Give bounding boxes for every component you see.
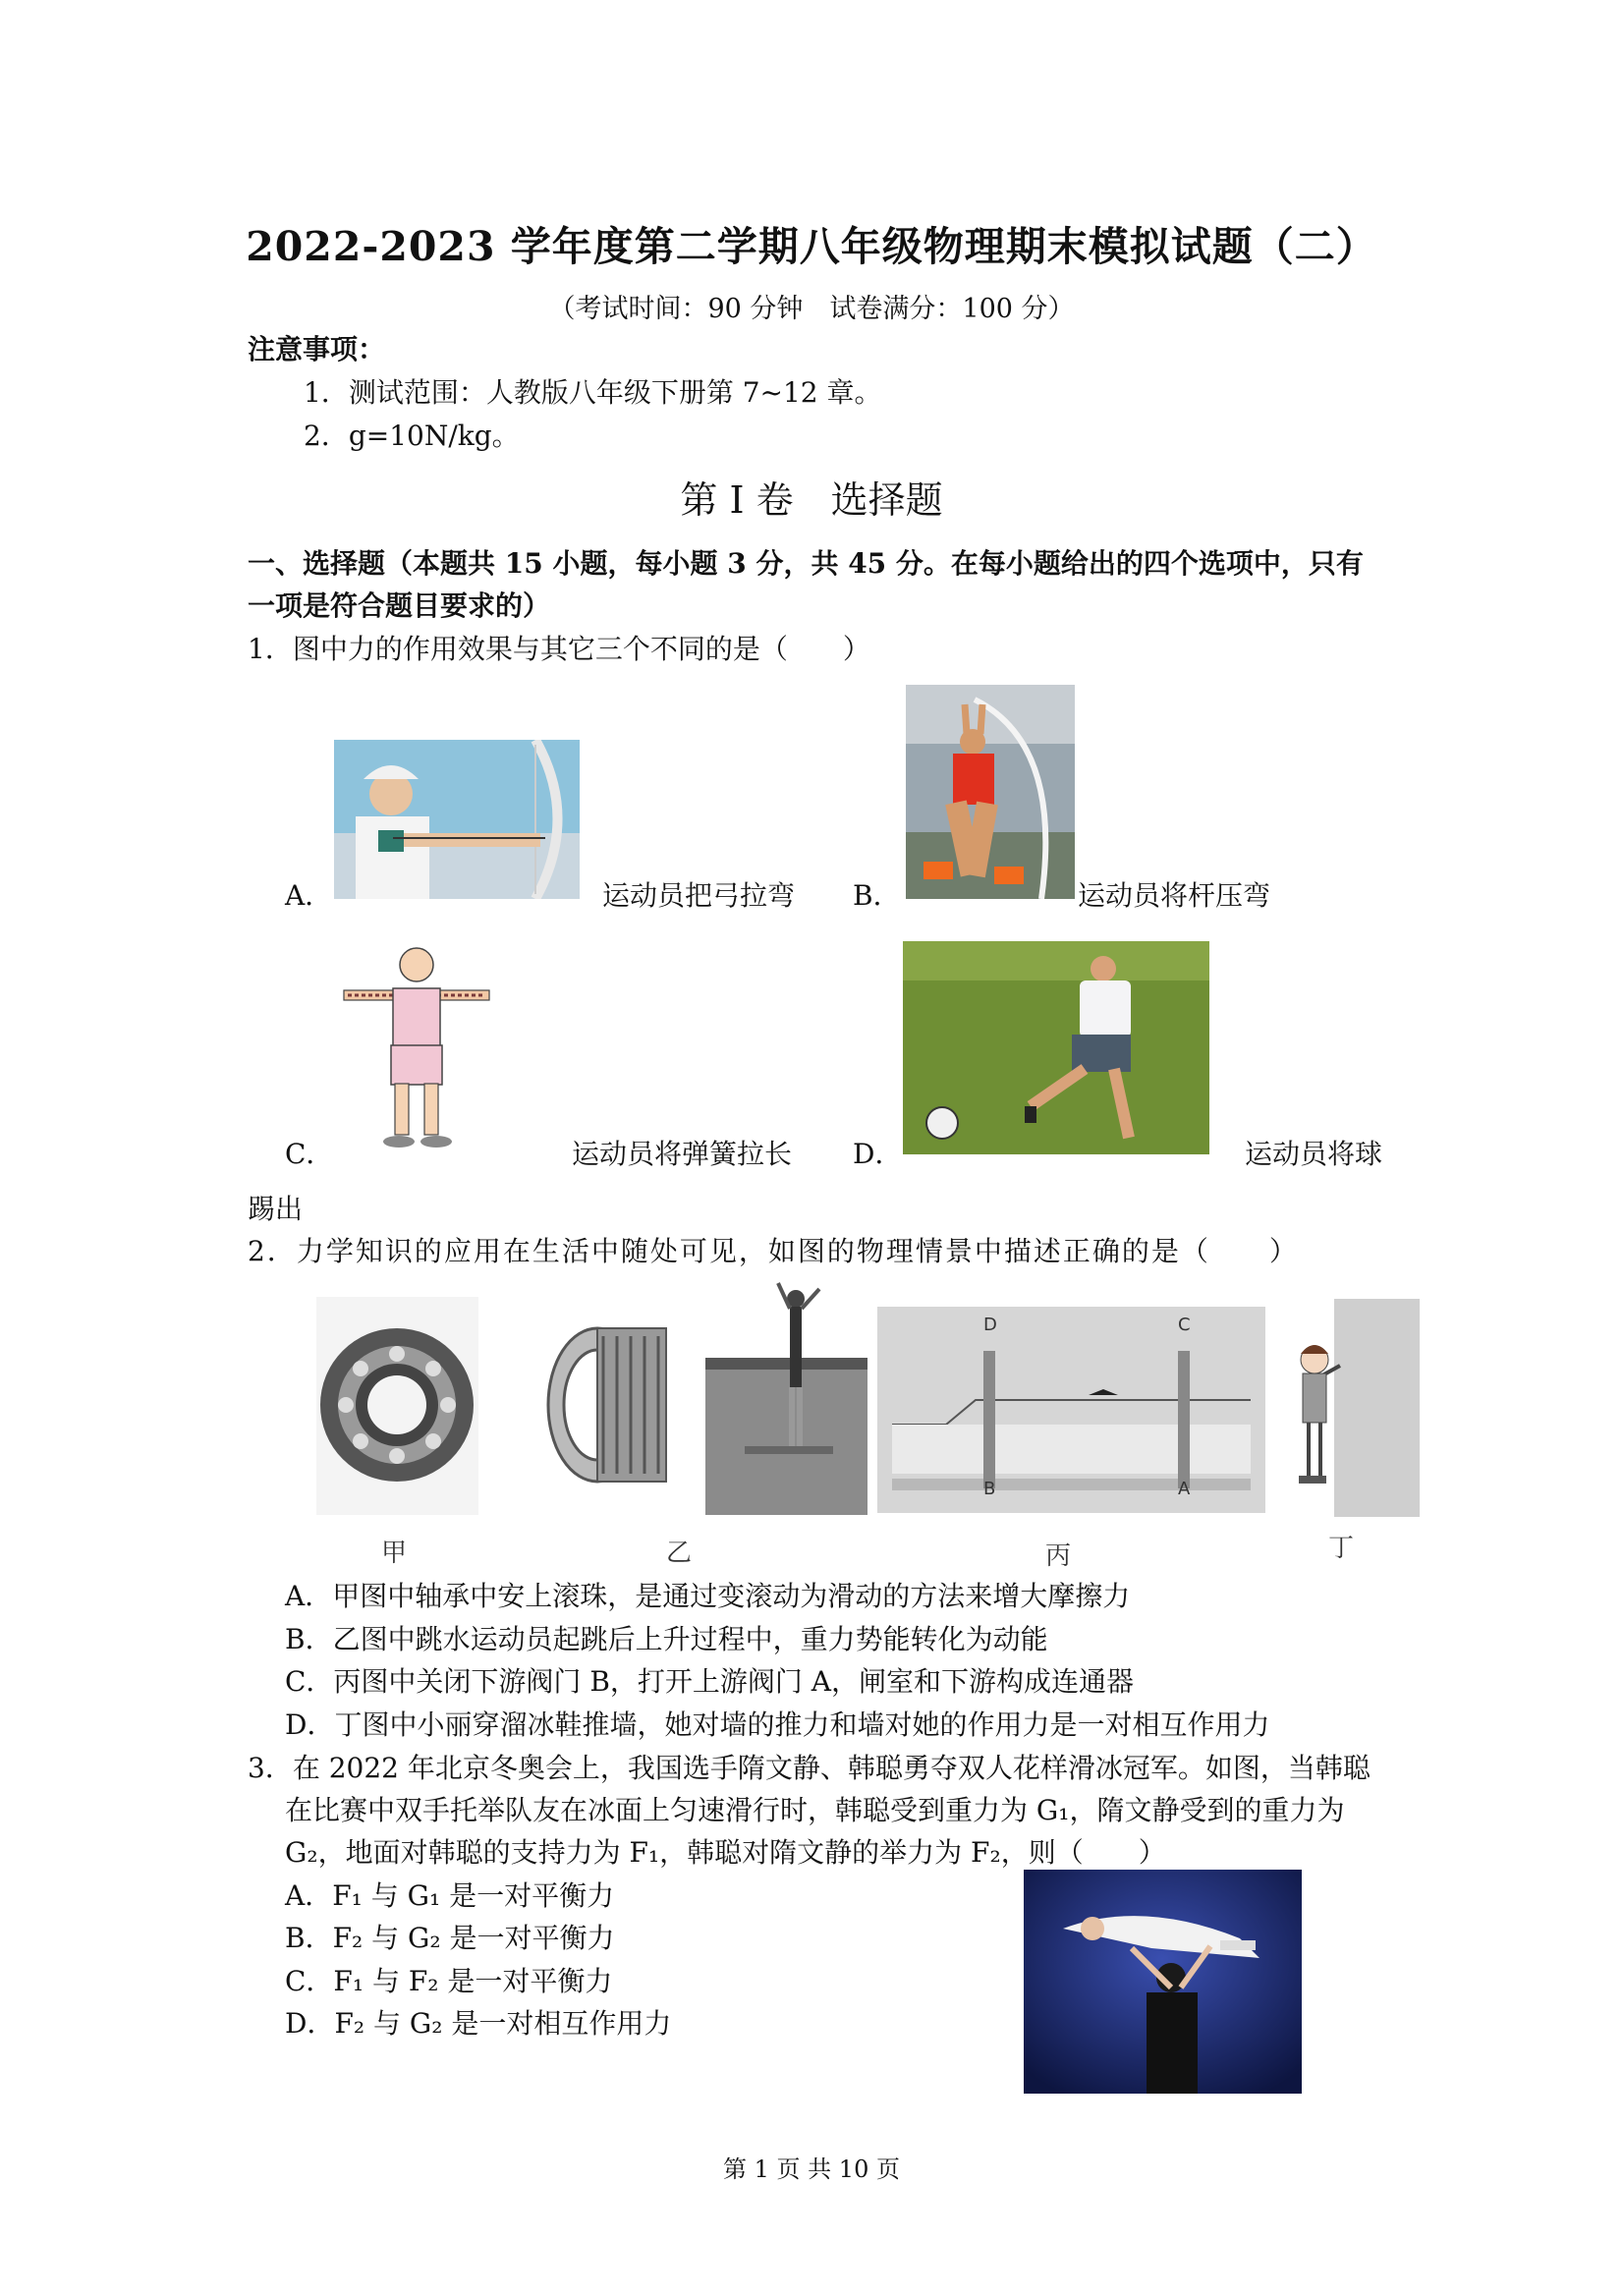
figure-caption: 乙 xyxy=(666,1539,693,1568)
page-footer: 第 1 页 共 10 页 xyxy=(723,2156,900,2183)
q2-option: B．乙图中跳水运动员起跳后上升过程中，重力势能转化为动能 xyxy=(285,1623,1048,1655)
exam-info: （考试时间：90 分钟 试卷满分：100 分） xyxy=(548,294,1075,324)
q1-option-text: 运动员把弓拉弯 xyxy=(602,879,796,912)
note-item: 1．测试范围：人教版八年级下册第 7~12 章。 xyxy=(304,376,882,409)
note-item: 2．g=10N/kg。 xyxy=(304,420,520,452)
lock-label: A xyxy=(1178,1479,1191,1499)
archer-image xyxy=(334,740,580,899)
diver-image xyxy=(705,1279,867,1515)
part-instructions-cont: 一项是符合题目要求的） xyxy=(248,589,551,622)
soccer-kick-image xyxy=(903,941,1209,1154)
q3-option: C．F₁ 与 F₂ 是一对平衡力 xyxy=(285,1965,613,1997)
lock-label: C xyxy=(1178,1315,1191,1335)
lock-label: D xyxy=(983,1315,997,1335)
q1-option-text: 运动员将杆压弯 xyxy=(1078,879,1271,912)
part-instructions: 一、选择题（本题共 15 小题，每小题 3 分，共 45 分。在每小题给出的四个选项中，只有 xyxy=(248,547,1364,580)
roller-bearing-image xyxy=(538,1307,681,1503)
notes-heading: 注意事项： xyxy=(248,333,386,365)
pole-vault-image xyxy=(906,685,1075,899)
ship-lock-diagram xyxy=(877,1307,1265,1513)
q2-option: C．丙图中关闭下游阀门 B，打开上游阀门 A，闸室和下游构成连通器 xyxy=(285,1665,1135,1698)
figure-caption: 丁 xyxy=(1328,1534,1355,1563)
q3-option: B．F₂ 与 G₂ 是一对平衡力 xyxy=(285,1922,615,1954)
bearing-image xyxy=(316,1297,478,1515)
q1-option-text: 运动员将球 xyxy=(1245,1138,1383,1170)
q3-option: A．F₁ 与 G₁ 是一对平衡力 xyxy=(285,1879,615,1912)
section-title: 第 I 卷 选择题 xyxy=(680,478,943,522)
figure-caption: 甲 xyxy=(381,1539,408,1568)
lock-label: B xyxy=(983,1479,996,1499)
q2-stem: 2．力学知识的应用在生活中随处可见，如图的物理情景中描述正确的是（ ） xyxy=(248,1235,1299,1267)
q1-stem: 1．图中力的作用效果与其它三个不同的是（ ） xyxy=(248,633,870,665)
q3-stem-cont: G₂，地面对韩聪的支持力为 F₁，韩聪对隋文静的举力为 F₂，则（ ） xyxy=(285,1836,1166,1869)
q1-option-letter: D． xyxy=(853,1138,903,1170)
wall-push-image xyxy=(1287,1299,1420,1517)
q1-option-text-overflow: 踢出 xyxy=(248,1193,304,1225)
q2-option: A．甲图中轴承中安上滚珠，是通过变滚动为滑动的方法来增大摩擦力 xyxy=(285,1580,1131,1612)
q3-option: D．F₂ 与 G₂ 是一对相互作用力 xyxy=(285,2007,672,2040)
q3-stem-cont: 在比赛中双手托举队友在冰面上匀速滑行时，韩聪受到重力为 G₁，隋文静受到的重力为 xyxy=(285,1794,1345,1826)
q1-option-letter: B． xyxy=(853,879,901,912)
figure-caption: 丙 xyxy=(1045,1541,1072,1571)
spring-stretch-image xyxy=(334,941,499,1155)
q1-option-letter: C． xyxy=(285,1138,334,1170)
figure-skating-image xyxy=(1024,1870,1302,2094)
q1-option-letter: A． xyxy=(285,879,333,912)
q2-option: D．丁图中小丽穿溜冰鞋推墙，她对墙的推力和墙对她的作用力是一对相互作用力 xyxy=(285,1708,1270,1741)
q1-option-text: 运动员将弹簧拉长 xyxy=(572,1138,793,1170)
q3-stem: 3．在 2022 年北京冬奥会上，我国选手隋文静、韩聪勇夺双人花样滑冰冠军。如图，当韩聪 xyxy=(248,1752,1371,1784)
page-title: 2022-2023 学年度第二学期八年级物理期末模拟试题（二） xyxy=(246,223,1377,270)
